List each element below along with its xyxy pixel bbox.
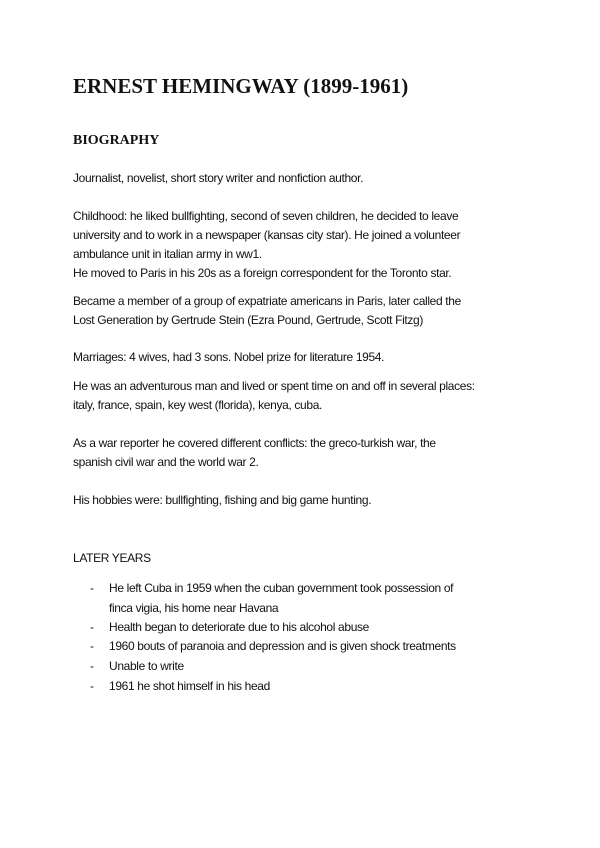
- bullet-dash: -: [90, 620, 94, 634]
- text-line: spanish civil war and the world war 2.: [73, 455, 259, 469]
- text-line: Childhood: he liked bullfighting, second of seven children, he decided to leave: [73, 209, 459, 223]
- paragraph-hobbies: His hobbies were: bullfighting, fishing and big game hunting.: [73, 493, 372, 507]
- text-line: Health began to deteriorate due to his alcohol abuse: [109, 620, 369, 634]
- text-line: 1961 he shot himself in his head: [109, 679, 270, 693]
- paragraph-marriages: Marriages: 4 wives, had 3 sons. Nobel prize for literature 1954.: [73, 350, 385, 364]
- later-years-heading: LATER YEARS: [73, 551, 151, 565]
- bullet-dash: -: [90, 679, 94, 693]
- paragraph-occupation: Journalist, novelist, short story writer and nonfiction author.: [73, 171, 364, 185]
- bullet-dash: -: [90, 639, 94, 653]
- text-line: Lost Generation by Gertrude Stein (Ezra Pound, Gertrude, Scott Fitzg): [73, 313, 424, 327]
- text-line: He was an adventurous man and lived or spent time on and off in several places:: [73, 379, 475, 393]
- text-line: university and to work in a newspaper (kansas city star). He joined a volunteer: [73, 228, 461, 242]
- biography-heading: BIOGRAPHY: [73, 133, 160, 148]
- text-line: finca vigia, his home near Havana: [109, 601, 279, 615]
- document-title: ERNEST HEMINGWAY (1899-1961): [73, 74, 409, 98]
- text-line: Unable to write: [109, 659, 184, 673]
- text-line: italy, france, spain, key west (florida), kenya, cuba.: [73, 398, 322, 412]
- bullet-dash: -: [90, 659, 94, 673]
- text-line: He left Cuba in 1959 when the cuban government took possession of: [109, 581, 454, 595]
- text-line: As a war reporter he covered different conflicts: the greco-turkish war, the: [73, 436, 436, 450]
- text-line: He moved to Paris in his 20s as a foreign correspondent for the Toronto star.: [73, 266, 452, 280]
- text-line: ambulance unit in italian army in ww1.: [73, 247, 262, 261]
- text-line: 1960 bouts of paranoia and depression and is given shock treatments: [109, 639, 456, 653]
- bullet-dash: -: [90, 581, 94, 595]
- text-line: Became a member of a group of expatriate americans in Paris, later called the: [73, 294, 461, 308]
